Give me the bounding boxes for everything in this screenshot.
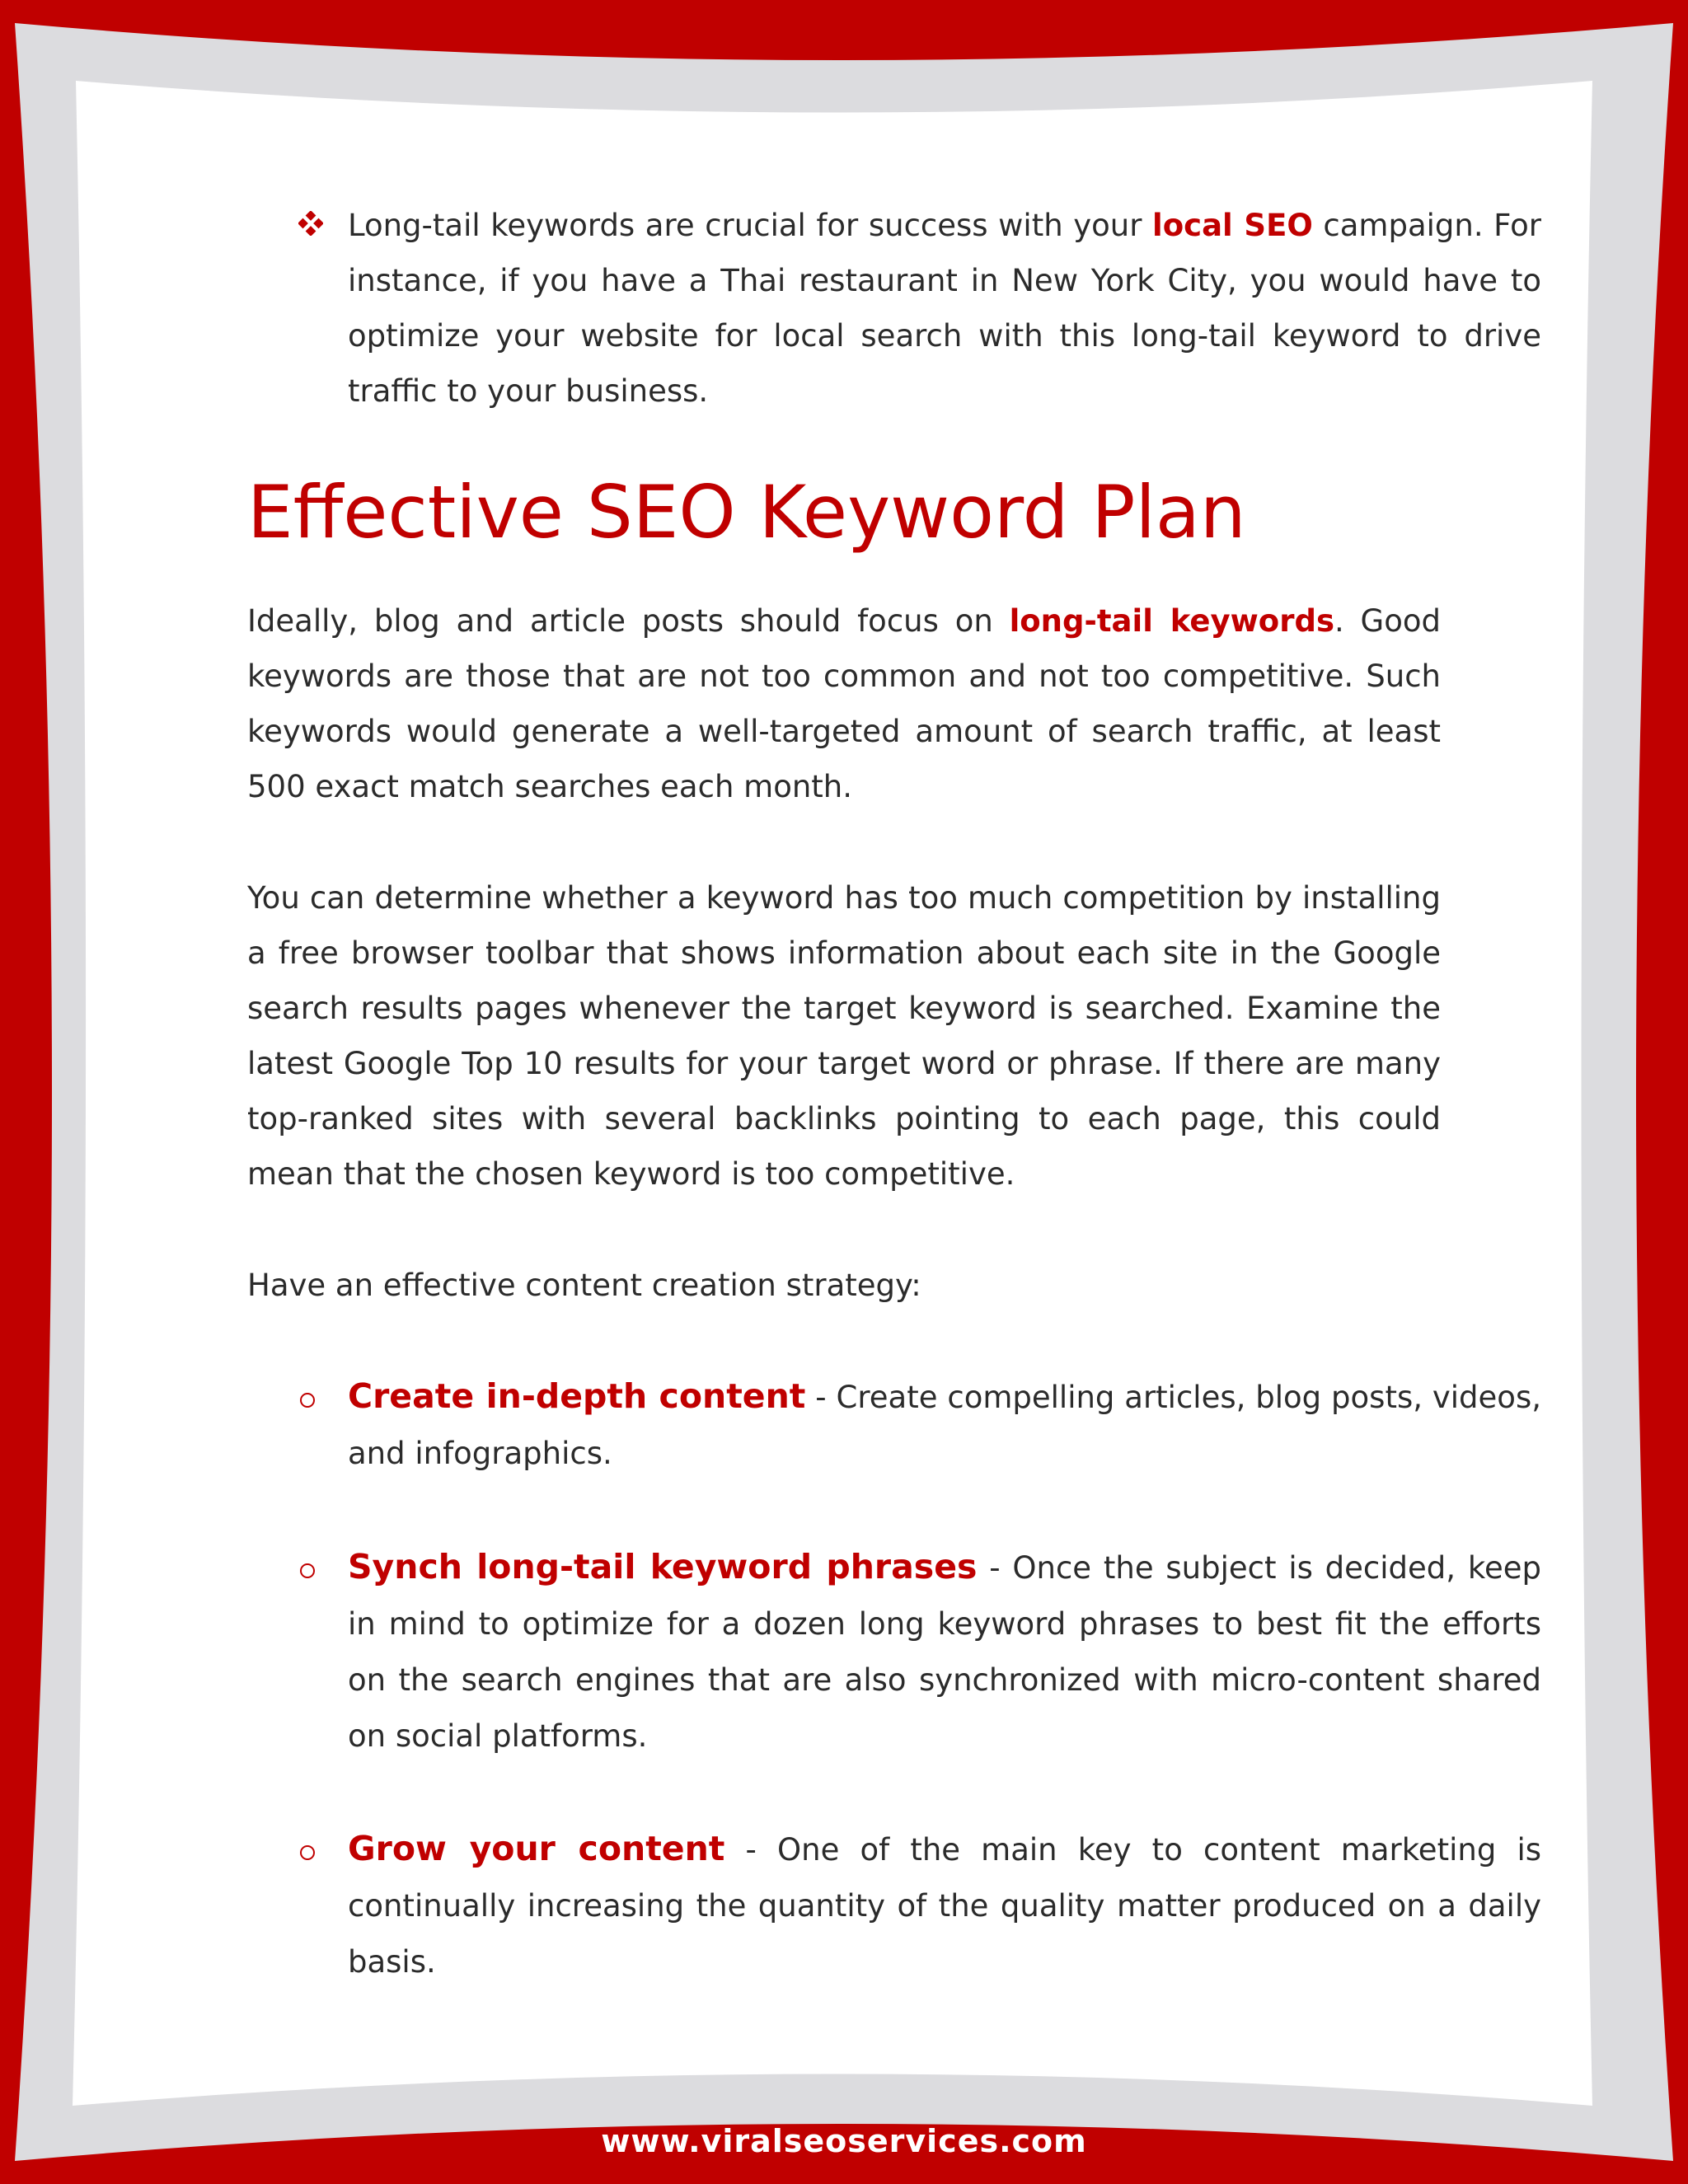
- list-item: [247, 1539, 1541, 1765]
- paragraph-keywords: [247, 593, 1441, 814]
- intro-bullet: [247, 198, 1541, 419]
- strategy-title: Create in-depth content: [348, 1376, 806, 1416]
- long-tail-keywords-link[interactable]: long-tail keywords: [1009, 603, 1334, 639]
- strategy-description: - Create compelling articles, blog posts, videos, and infographics.: [348, 1380, 1541, 1471]
- circle-bullet-icon: [300, 1393, 315, 1408]
- intro-text-after: campaign. For instance, if you have a Thai restaurant in New York City, you would have to optimize your website for local search with this long-tail keyword to drive traffic to your business.: [348, 208, 1541, 409]
- paragraph-strategy-intro: [247, 1258, 1441, 1313]
- circle-bullet-icon: [300, 1563, 315, 1578]
- strategy-text: [348, 1368, 1541, 1482]
- paragraph-competition-text: You can determine whether a keyword has too much competition by installing a free browser toolbar that shows information about each site in the Google search results pages whenever the target keyword is searched. Examine the latest Google Top 10 results for your target word or phrase. If there are many top-ranked sites with several backlinks pointing to each page, this could mean that the chosen keyword is too competitive.: [247, 880, 1441, 1192]
- paragraph-strategy-intro-text: Have an effective content creation strategy:: [247, 1268, 921, 1303]
- circle-bullet-icon: [300, 1845, 315, 1860]
- strategy-text: [348, 1821, 1541, 1990]
- footer-website-link[interactable]: www.viralseoservices.com: [601, 2123, 1087, 2159]
- strategy-title: Synch long-tail keyword phrases: [348, 1547, 978, 1586]
- strategy-description: - Once the subject is decided, keep in mind to optimize for a dozen long keyword phrases to best fit the efforts on the search engines that are also synchronized with micro-content shared on social platforms.: [348, 1550, 1541, 1754]
- diamond-bullet-icon: [298, 211, 323, 236]
- para1-text-after: . Good keywords are those that are not too common and not too competitive. Such keywords would generate a well-targeted amount of search traffic, at least 500 exact match searches each month.: [247, 603, 1441, 804]
- intro-bullet-text: [348, 198, 1541, 419]
- list-item: [247, 1821, 1541, 1990]
- page-title: Effective SEO Keyword Plan: [247, 470, 1246, 555]
- list-item: [247, 1368, 1541, 1482]
- para1-text-before: Ideally, blog and article posts should focus on: [247, 603, 1010, 639]
- strategy-text: [348, 1539, 1541, 1765]
- intro-text-before: Long-tail keywords are crucial for success with your: [348, 208, 1153, 243]
- strategy-description: - One of the main key to content marketing is continually increasing the quantity of the quality matter produced on a daily basis.: [348, 1832, 1541, 1980]
- strategy-title: Grow your content: [348, 1829, 725, 1868]
- local-seo-link[interactable]: local SEO: [1152, 208, 1313, 243]
- paragraph-competition: [247, 870, 1441, 1202]
- paragraph-keywords-text: [247, 593, 1441, 814]
